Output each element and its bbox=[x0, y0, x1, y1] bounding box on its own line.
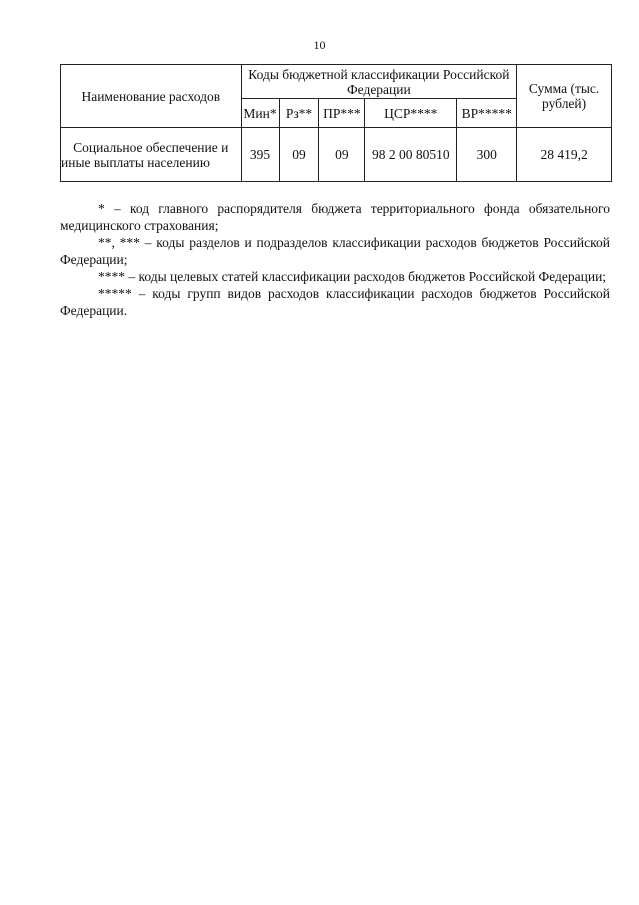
footnote: * – код главного распорядителя бюджета территориального фонда обязательного медицинского страхования; bbox=[60, 201, 610, 233]
cell-rz: 09 bbox=[279, 128, 319, 182]
page-number: 10 bbox=[313, 38, 326, 52]
header-sum: Сумма (тыс. рублей) bbox=[517, 65, 612, 128]
budget-table bbox=[60, 64, 612, 182]
cell-name: Социальное обеспечение и иные выплаты населению bbox=[61, 128, 242, 182]
cell-min: 395 bbox=[241, 128, 279, 182]
cell-pr: 09 bbox=[319, 128, 365, 182]
footnotes bbox=[60, 200, 610, 319]
cell-sum: 28 419,2 bbox=[517, 128, 612, 182]
footnote: **, *** – коды разделов и подразделов классификации расходов бюджетов Российской Федерации; bbox=[60, 235, 610, 267]
header-rz: Рз** bbox=[279, 99, 319, 128]
cell-vr: 300 bbox=[457, 128, 517, 182]
table-row bbox=[61, 128, 612, 182]
header-name: Наименование расходов bbox=[61, 65, 242, 128]
header-min: Мин* bbox=[241, 99, 279, 128]
header-vr: ВР***** bbox=[457, 99, 517, 128]
header-codes-group: Коды бюджетной классификации Российской Федерации bbox=[241, 65, 517, 99]
footnote: ***** – коды групп видов расходов классификации расходов бюджетов Российской Федерации. bbox=[60, 286, 610, 318]
cell-csr: 98 2 00 80510 bbox=[365, 128, 457, 182]
footnote: **** – коды целевых статей классификации расходов бюджетов Российской Федерации; bbox=[98, 269, 607, 284]
header-pr: ПР*** bbox=[319, 99, 365, 128]
header-csr: ЦСР**** bbox=[365, 99, 457, 128]
